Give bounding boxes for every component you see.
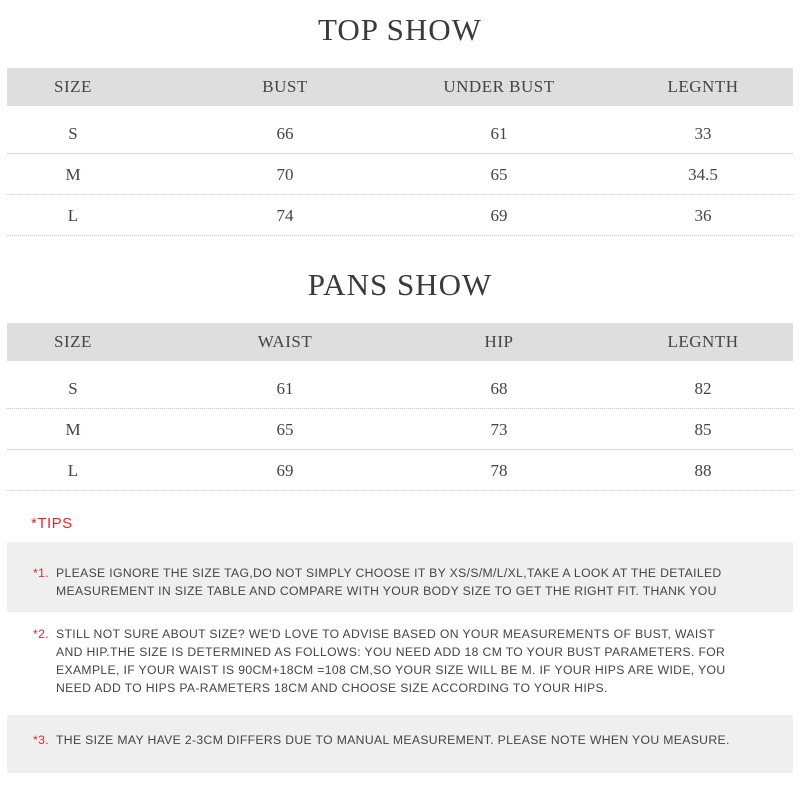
tip-3 (7, 715, 793, 773)
top-show-title: TOP SHOW (318, 12, 482, 47)
header-length: LEGNTH (667, 332, 739, 351)
cell-bust: 66 (276, 124, 294, 143)
cell-length: 88 (694, 461, 712, 480)
header-under-bust: UNDER BUST (443, 77, 555, 96)
cell-size: M (65, 420, 81, 439)
pans-size-table (7, 323, 793, 491)
table-header (7, 68, 793, 106)
cell-length: 85 (694, 420, 712, 439)
cell-length: 36 (694, 206, 712, 225)
table-row (7, 195, 793, 236)
tip-line: STILL NOT SURE ABOUT SIZE? WE'D LOVE TO ADVISE BASED ON YOUR MEASUREMENTS OF BUST, WAIST (56, 627, 715, 641)
cell-waist: 61 (276, 379, 294, 398)
cell-hip: 78 (490, 461, 508, 480)
header-hip: HIP (484, 332, 514, 351)
header-size: SIZE (54, 332, 92, 351)
cell-size: S (68, 379, 78, 398)
cell-length: 82 (694, 379, 712, 398)
cell-size: L (67, 206, 79, 225)
tip-line: PLEASE IGNORE THE SIZE TAG,DO NOT SIMPLY CHOOSE IT BY XS/S/M/L/XL,TAKE A LOOK AT THE DETAILED (56, 566, 722, 580)
header-waist: WAIST (257, 332, 313, 351)
tip-number: *2. (33, 627, 49, 641)
top-size-table (7, 68, 793, 236)
pans-show-title: PANS SHOW (307, 267, 493, 302)
table-row (7, 154, 793, 195)
table-row (7, 409, 793, 450)
table-row (7, 113, 793, 154)
tip-line: THE SIZE MAY HAVE 2-3CM DIFFERS DUE TO MANUAL MEASUREMENT. PLEASE NOTE WHEN YOU MEASURE. (56, 733, 730, 747)
table-header (7, 323, 793, 361)
header-bust: BUST (262, 77, 308, 96)
tip-line: AND HIP.THE SIZE IS DETERMINED AS FOLLOWS: YOU NEED ADD 18 CM TO YOUR BUST PARAMETERS. FOR (56, 645, 726, 659)
tip-number: *3. (33, 733, 49, 747)
cell-hip: 68 (490, 379, 508, 398)
tip-line: NEED ADD TO HIPS PA-RAMETERS 18CM AND CHOOSE SIZE ACCORDING TO YOUR HIPS. (56, 681, 608, 695)
cell-waist: 65 (276, 420, 294, 439)
tip-number: *1. (33, 566, 49, 580)
tip-line: EXAMPLE, IF YOUR WAIST IS 90CM+18CM =108 CM,SO YOUR SIZE WILL BE M. IF YOUR HIPS ARE WIDE, YOU (56, 663, 726, 677)
tips-label: *TIPS (31, 515, 73, 532)
header-length: LEGNTH (667, 77, 739, 96)
cell-bust: 74 (276, 206, 294, 225)
cell-waist: 69 (276, 461, 294, 480)
cell-size: S (68, 124, 78, 143)
cell-under-bust: 69 (490, 206, 508, 225)
tip-2 (7, 612, 793, 715)
cell-length: 33 (694, 124, 712, 143)
tip-1 (7, 542, 793, 612)
tip-line: MEASUREMENT IN SIZE TABLE AND COMPARE WITH YOUR BODY SIZE TO GET THE RIGHT FIT. THANK YOU (56, 584, 717, 598)
cell-under-bust: 61 (490, 124, 508, 143)
cell-bust: 70 (276, 165, 294, 184)
cell-under-bust: 65 (490, 165, 508, 184)
cell-size: L (67, 461, 79, 480)
table-row (7, 450, 793, 491)
table-row (7, 368, 793, 409)
header-size: SIZE (54, 77, 92, 96)
cell-size: M (65, 165, 81, 184)
cell-length: 34.5 (688, 165, 718, 184)
cell-hip: 73 (490, 420, 508, 439)
